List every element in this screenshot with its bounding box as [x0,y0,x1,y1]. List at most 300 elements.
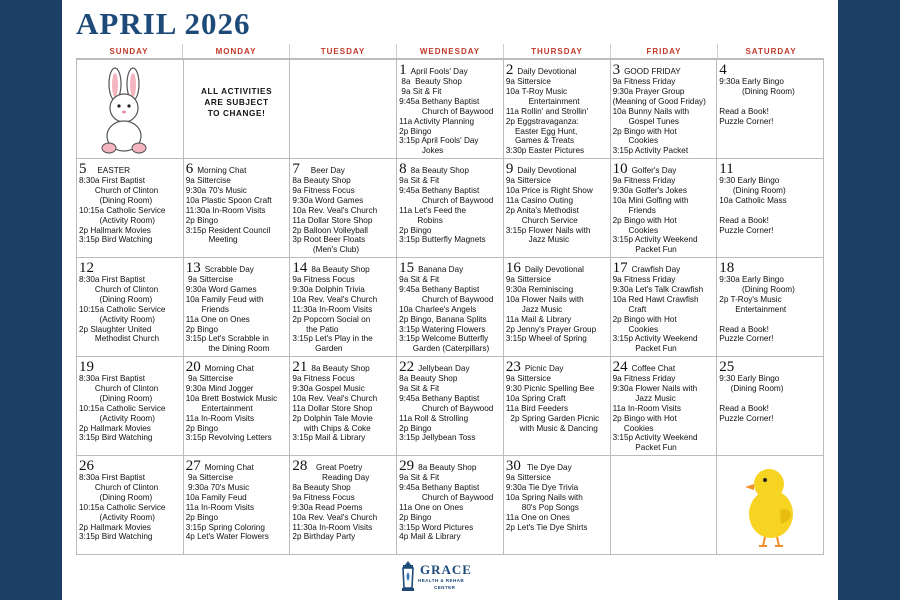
activity-line: Craft [612,304,647,314]
activity-line: 2p Bingo, Banana Splits [399,314,487,324]
day-cell [77,357,184,456]
activity-line: 9a Sit & Fit [399,275,440,284]
activity-line: Church of Clinton [79,482,159,492]
day-theme [731,67,733,77]
day-header [292,261,394,275]
activity-line: 11:30a In-Room Visits [292,522,373,532]
day-theme: GOOD FRIDAY [624,67,681,76]
day-cell [504,456,611,555]
activity-line: 80's Pop Songs [505,502,579,512]
activity-line: 2p Balloon Volleyball [292,225,368,235]
day-number: 7 [292,161,300,177]
activity-line: Church of Baywood [399,294,494,304]
day-header [506,63,608,77]
activity-line: 9:30a Let's Talk Crawfish [612,284,704,294]
activity-line: 2p Bingo with Hot [612,126,677,136]
day-cell [397,456,504,555]
day-cell [611,357,718,456]
activity-line: 2p Birthday Party [292,532,356,542]
activity-line: 11a Rollin' and Strollin' [505,106,589,116]
activity-line: 9a Fitness Focus [292,492,355,502]
activity-line: 3:15p April Fools' Day [399,136,479,146]
activity-line: Jazz Music [505,304,563,314]
activity-line: 11a One on Ones [399,502,464,512]
day-header [399,63,501,77]
activity-line [719,97,821,107]
day-cell [184,357,291,456]
day-cell [77,258,184,357]
activity-line [719,315,821,325]
activity-line: 9:30a Gospel Music [292,383,365,393]
activity-line: Jazz Music [612,393,676,403]
day-number: 6 [185,161,194,177]
day-header [719,261,821,275]
activity-line: (Meaning of Good Friday) [612,96,706,106]
activity-line: (Activity Room) [79,215,155,225]
day-header [186,459,288,473]
activity-line: 10:15a Catholic Service [79,205,166,215]
day-header [719,63,821,77]
activity-line: 9a Sittersice [505,176,551,185]
activity-line: Robins [399,215,443,225]
day-theme: Picnic Day [524,364,564,373]
weekday-thursday: THURSDAY [503,44,610,58]
activity-line: (Dining Room) [719,86,795,96]
activity-line: 9:30a 70's Music [185,185,247,195]
activity-line: 3:15p Mail & Library [292,433,366,443]
day-header [613,63,715,77]
activity-line: Cookies [612,136,659,146]
lantern-icon [400,560,416,594]
activity-line: Packet Fun [612,344,677,354]
activity-line: (Dining Room) [79,492,153,502]
activity-line: 9a Sittercise [185,275,234,284]
day-number: 15 [399,260,415,276]
activity-line: the Dining Room [185,344,270,354]
day-number: 11 [719,161,734,177]
day-number: 28 [292,458,308,474]
day-theme: 8a Beauty Shop [410,166,469,175]
weekday-tuesday: TUESDAY [289,44,396,58]
day-theme [98,463,100,473]
activity-line: 9a Fitness Focus [292,374,355,383]
day-theme: Daily Devotional [517,67,577,76]
activity-line: 8:30a First Baptist [79,374,145,383]
activity-line: 9a Fitness Friday [612,374,676,383]
activity-line: 9:30a Tie Dye Trivia [505,482,579,492]
activity-line: 11a One on Ones [185,314,250,324]
day-cell [504,258,611,357]
day-header [506,360,608,374]
day-cell [290,258,397,357]
activity-line: (Activity Room) [79,512,155,522]
activity-line: 9a Sit & Fit [399,473,440,482]
activity-line: 10a Spring Nails with [505,492,583,502]
activity-line: 11:30a In-Room Visits [292,304,373,314]
activity-line: Jazz Music [505,235,570,245]
activity-line: Easter Egg Hunt, [505,126,578,136]
day-header [292,360,394,374]
activity-line: 9:45a Bethany Baptist [399,284,480,294]
activity-line: 9:30a Mind Jogger [185,383,254,393]
day-header [399,261,501,275]
day-header [613,162,715,176]
activity-line: Entertainment [719,304,787,314]
activity-line: 10a Family Feud with [185,294,264,304]
day-theme [738,364,740,374]
activity-line: 2p Bingo [399,225,432,235]
activity-line: 10:15a Catholic Service [79,502,166,512]
day-number: 3 [612,62,621,78]
day-number: 24 [612,359,628,375]
activity-line: 9:45a Bethany Baptist [399,482,480,492]
activity-line: Church of Clinton [79,284,159,294]
activity-line: Read a Book! [719,403,769,413]
day-cell [290,357,397,456]
activity-line: 2p Dolphin Tale Movie [292,413,373,423]
activity-line: 2p Bingo with Hot [612,314,677,324]
activity-line: 9:30a Word Games [185,284,257,294]
activity-line: 11a In-Room Visits [185,502,255,512]
activity-line: 9:30a Read Poems [292,502,363,512]
activity-line: (Activity Room) [79,413,155,423]
activity-line: Church of Clinton [79,383,159,393]
activity-line: 2p Anita's Methodist [505,205,579,215]
weekday-sunday: SUNDAY [109,47,149,56]
day-number: 12 [79,260,94,276]
activity-line: 2p Let's Tie Dye Shirts [505,522,588,532]
activity-line: 10a Price is Right Show [505,185,593,195]
day-cell [397,60,504,159]
day-number: 1 [399,62,407,78]
activity-line: 11a In-Room Visits [185,413,255,423]
activity-line: 4p Mail & Library [399,532,461,542]
activity-line: 11a Dollar Store Shop [292,403,373,413]
activity-line: 9a Sittercise [185,374,234,383]
activity-line: 10a Mini Golfing with [612,195,689,205]
activity-line: 9a Fitness Focus [292,185,355,195]
activity-line: 3:15p Jellybean Toss [399,433,476,443]
activity-line: 11a In-Room Visits [612,403,681,413]
activity-line: Church of Baywood [399,195,494,205]
activity-line: 3:15p Activity Packet [612,146,689,156]
activity-line: 3:15p Welcome Butterfly [399,334,489,344]
activity-line: Read a Book! [719,324,769,334]
day-header [292,459,394,473]
day-theme: 8a Beauty Shop [418,463,477,472]
activity-line: 2p T-Roy's Music [719,294,782,304]
easter-bunny-cell [77,60,184,159]
day-theme: Great Poetry [311,463,363,472]
activity-line: (Dining Room) [719,284,795,294]
day-theme: April Fools' Day [410,67,468,76]
day-theme: EASTER [90,166,131,175]
day-header [506,459,608,473]
activity-line: 9:45a Bethany Baptist [399,96,480,106]
activity-line: 9:30 Picnic Spelling Bee [505,383,595,393]
activity-line: 3:30p Easter Pictures [505,146,585,156]
activity-line: 2p Slaughter United [79,324,152,334]
activity-line: Church of Clinton [79,185,159,195]
activity-line: 8a Beauty Shop [292,176,351,185]
activity-line: 3:15p Spring Coloring [185,522,265,532]
activity-line: 2p Bingo [399,126,432,136]
activity-line: 9:30a Golfer's Jokes [612,185,687,195]
activity-line: Puzzle Corner! [719,116,774,126]
day-cell [397,258,504,357]
activity-line: 10a Red Hawt Crawfish [612,294,699,304]
activity-line [719,394,821,404]
day-header [292,162,394,176]
activity-line: Games & Treats [505,136,575,146]
activity-line: 2p Hallmark Movies [79,522,151,532]
activity-line: 9a Fitness Focus [292,275,355,284]
day-header [719,360,821,374]
activity-line: 9:30a Early Bingo [719,275,784,284]
chick-cell [717,456,824,555]
day-number: 4 [719,62,727,78]
day-theme: Beer Day [303,166,345,175]
activity-line: 9a Sit & Fit [399,383,440,393]
activity-line: 9:30 Early Bingo [719,374,780,383]
activity-line: 8a Beauty Shop [399,374,458,383]
activity-line: (Dining Room) [719,383,784,393]
activity-line: with Music & Dancing [505,423,598,433]
activity-line: 9:30a Flower Nails with [612,383,698,393]
activity-line: Cookies [612,423,654,433]
day-number: 13 [185,260,201,276]
day-number: 9 [505,161,514,177]
activity-line: 3:15p Activity Weekend [612,334,698,344]
activity-line: 9a Sittercise [185,473,234,482]
weekday-friday: FRIDAY [610,44,717,58]
activity-line: 10a Plastic Spoon Craft [185,195,272,205]
activity-line: Puzzle Corner! [719,225,774,235]
activity-line [719,206,821,216]
day-number: 10 [612,161,628,177]
activity-line: 2p Bingo with Hot [612,215,677,225]
activity-line: 3:15p Revolving Letters [185,433,272,443]
activity-line: 8a Beauty Shop [399,77,462,86]
activity-line: 2p Hallmark Movies [79,225,151,235]
calendar-title: APRIL 2026 [76,6,251,41]
activity-line: Church of Baywood [399,492,494,502]
activity-line: 2p Popcorn Social on [292,314,371,324]
weekday-monday: MONDAY [182,44,289,58]
activity-line: 11a Bird Feeders [505,403,569,413]
day-cell [717,357,824,456]
day-number: 25 [719,359,735,375]
day-theme: 8a Beauty Shop [311,364,370,373]
activity-line: 3:15p Let's Scrabble in [185,334,269,344]
activity-line: 10a Brett Bostwick Music [185,393,278,403]
day-header [79,459,181,473]
day-number: 27 [185,458,201,474]
activity-line: with Chips & Coke [292,423,371,433]
day-theme: Morning Chat [204,364,254,373]
day-cell [397,357,504,456]
day-number: 30 [505,458,521,474]
activity-line: 8:30a First Baptist [79,275,145,284]
activity-line: 11a Let's Feed the [399,205,467,215]
logo-tagline: HEALTH & REHAB [418,578,465,583]
activity-line: 9:30 Early Bingo [719,176,780,185]
activity-line: 3:15p Watering Flowers [399,324,486,334]
day-theme [738,265,740,275]
day-header [399,162,501,176]
day-theme [98,265,100,275]
weekday-header-row [76,44,824,59]
day-theme: Coffee Chat [631,364,676,373]
activity-line: 3:15p Butterfly Magnets [399,235,486,245]
activity-line: Methodist Church [79,334,160,344]
activity-line: 10a Bunny Nails with [612,106,690,116]
day-cell [717,60,824,159]
activity-line: 10a T-Roy Music [505,86,568,96]
activity-line: 10a Flower Nails with [505,294,584,304]
activity-line: Church of Baywood [399,403,494,413]
activity-line: 4p Let's Water Flowers [185,532,269,542]
day-theme: Scrabble Day [204,265,254,274]
day-header [79,360,181,374]
activity-line: 9a Sittersice [505,374,551,383]
calendar-grid [76,59,824,555]
activity-line: 8:30a First Baptist [79,473,145,482]
weekday-wednesday: WEDNESDAY [396,44,503,58]
day-header [719,162,821,176]
activity-line: 3:15p Word Pictures [399,522,474,532]
activity-line: 9:45a Bethany Baptist [399,393,480,403]
activity-line: 2p Bingo [399,512,432,522]
notice-cell [184,60,291,159]
day-theme: Crawfish Day [631,265,681,274]
activity-line: 8a Beauty Shop [292,482,351,492]
activity-line: Friends [612,205,656,215]
activity-line: (Men's Club) [292,245,360,255]
logo-tagline-2: CENTER [434,585,456,590]
activity-line: 10:15a Catholic Service [79,304,166,314]
day-number: 29 [399,458,415,474]
activity-line: (Dining Room) [79,195,153,205]
activity-line: 9a Fitness Friday [612,77,676,86]
activity-line: 10a Family Feud [185,492,247,502]
activity-line: 2p Hallmark Movies [79,423,151,433]
day-cell [77,456,184,555]
activity-line: 9:30a Word Games [292,195,364,205]
activity-line: 3:15p Wheel of Spring [505,334,587,344]
day-number: 8 [399,161,407,177]
activity-line: 8:30a First Baptist [79,176,145,185]
activity-line: 10a Charlee's Angels [399,304,477,314]
day-number: 16 [505,260,521,276]
day-cell [611,258,718,357]
activity-line: 9a Fitness Friday [612,275,676,284]
day-cell [611,159,718,258]
activity-line: Read a Book! [719,215,769,225]
day-header [79,162,181,176]
day-header [186,360,288,374]
day-header [186,261,288,275]
activity-line: Friends [185,304,229,314]
activity-line: 2p Bingo [185,215,219,225]
day-cell [611,60,718,159]
activity-line: 9:30a Dolphin Trivia [292,284,365,294]
activity-line: Jokes [399,146,444,156]
activity-line: 2p Eggstravaganza: [505,116,579,126]
activity-line: the Patio [292,324,339,334]
activity-line: 2p Spring Garden Picnic [505,413,600,423]
activity-line: 10:15a Catholic Service [79,403,166,413]
day-cell [504,60,611,159]
activity-line: Packet Fun [612,245,677,255]
activity-line: Church of Baywood [399,106,494,116]
day-header [506,261,608,275]
day-number: 14 [292,260,308,276]
activity-line: Garden (Caterpillars) [399,344,490,354]
activity-line: 9a Sit & Fit [399,176,440,185]
activity-line: Cookies [612,324,659,334]
activity-line: 10a Spring Craft [505,393,566,403]
day-cell [504,159,611,258]
activity-line: 10a Catholic Mass [719,195,787,205]
day-theme [738,166,740,176]
activity-line: 11a Casino Outing [505,195,574,205]
activity-line: 9a Sit & Fit [399,86,442,96]
activity-line: 3:15p Activity Weekend [612,433,698,443]
chick-icon [735,462,805,550]
day-header [399,459,501,473]
activity-line: 10a Rev. Veal's Church [292,512,378,522]
activity-line: 2p Bingo [185,324,219,334]
day-cell [504,357,611,456]
day-cell [290,456,397,555]
day-cell [717,258,824,357]
activities-notice: ALL ACTIVITIES ARE SUBJECT TO CHANGE! [200,87,273,118]
day-theme: 8a Beauty Shop [311,265,370,274]
day-cell [77,159,184,258]
activity-line: 9:30a Early Bingo [719,77,784,86]
activity-line: 3p Root Beer Floats [292,235,366,245]
activity-line: 9:30a 70's Music [185,482,250,492]
empty-day-cell [611,456,718,555]
day-cell [290,159,397,258]
logo-name: GRACE [420,562,472,577]
day-theme: Morning Chat [204,463,254,472]
activity-line: Packet Fun [612,443,677,453]
easter-bunny-icon [91,66,161,156]
day-header [613,360,715,374]
activity-line: 9a Sittersice [505,473,551,482]
activity-line: Puzzle Corner! [719,334,774,344]
day-number: 19 [79,359,94,375]
activity-line: (Dining Room) [79,393,153,403]
day-number: 5 [79,161,87,177]
activity-line: (Dining Room) [79,294,153,304]
activity-line: 9a Sittersice [505,275,551,284]
activity-line: 2p Bingo [399,423,432,433]
activity-line: 2p Bingo [185,423,219,433]
day-cell [184,258,291,357]
day-number: 18 [719,260,735,276]
activity-line: 9:45a Bethany Baptist [399,185,480,195]
day-header [79,261,181,275]
day-theme: Banana Day [418,265,464,274]
day-cell [717,159,824,258]
activity-line: 3:15p Bird Watching [79,433,153,443]
day-theme: Golfer's Day [631,166,677,175]
activity-line: Meeting [185,235,238,245]
day-theme [98,364,100,374]
